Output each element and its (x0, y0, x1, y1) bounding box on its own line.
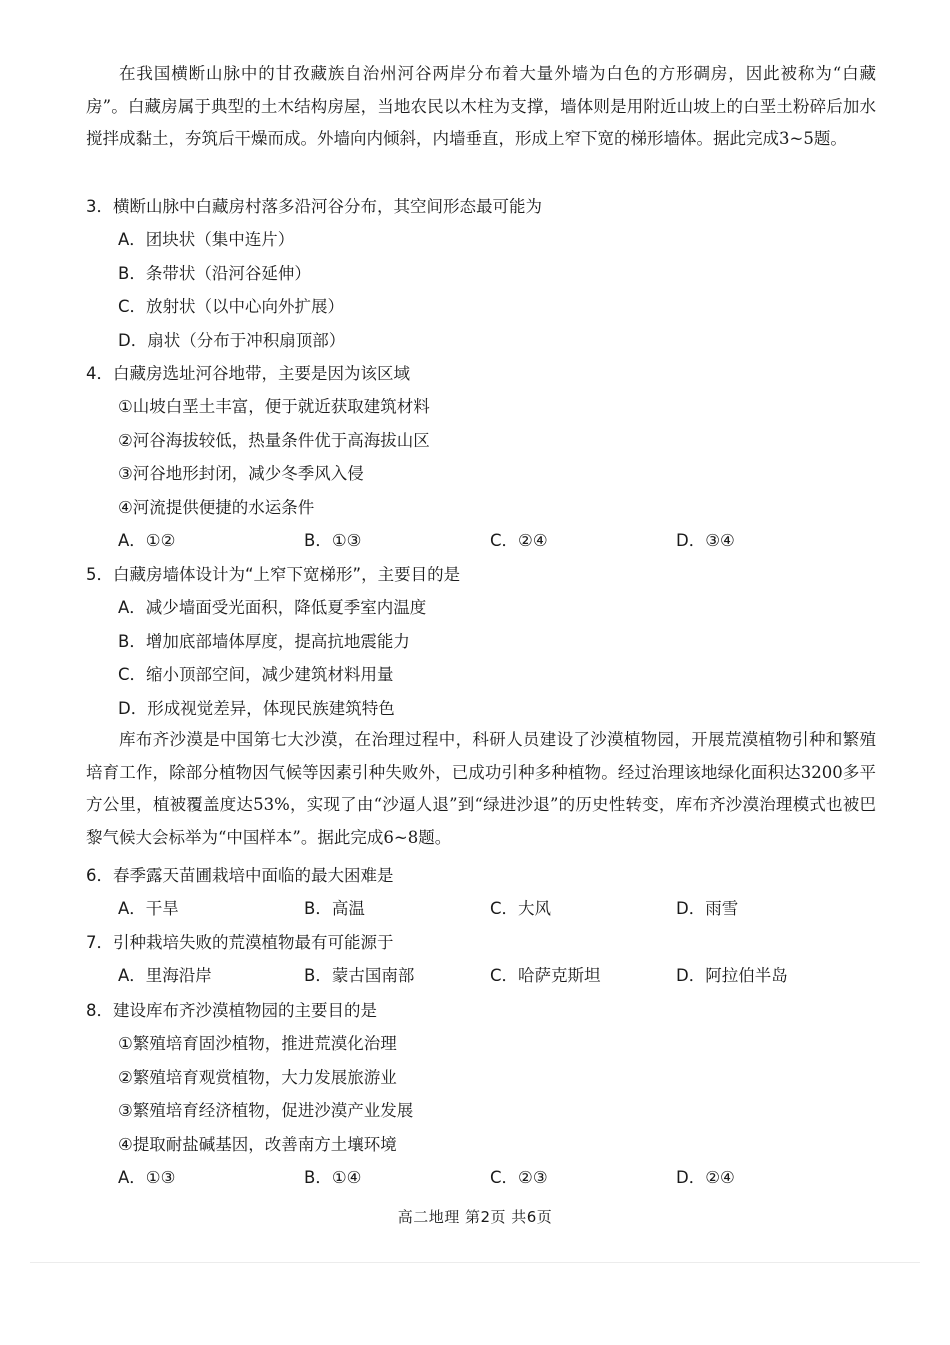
page-footer: 高二地理 第2页 共6页 (397, 1208, 553, 1226)
statement-2: ②繁殖培育观赏植物，大力发展旅游业 (118, 1067, 397, 1087)
question-stem: 8．建设库布齐沙漠植物园的主要目的是 (86, 1001, 377, 1020)
statement-4: ④河流提供便捷的水运条件 (118, 497, 315, 517)
option-c: C．缩小顶部空间，减少建筑材料用量 (118, 665, 394, 685)
option-d: D．雨雪 (676, 899, 739, 919)
option-b: B．增加底部墙体厚度，提高抗地震能力 (118, 631, 410, 651)
option-a: A．团块状（集中连片） (118, 230, 295, 250)
question-stem: 5．白藏房墙体设计为“上窄下宽梯形”，主要目的是 (86, 565, 461, 584)
option-c: C．②③ (490, 1167, 548, 1187)
question-stem: 4．白藏房选址河谷地带，主要是因为该区域 (86, 364, 410, 383)
statement-1: ①繁殖培育固沙植物，推进荒漠化治理 (118, 1034, 397, 1054)
option-d: D．形成视觉差异，体现民族建筑特色 (118, 698, 395, 718)
answer-options (86, 892, 886, 925)
option-a: A．①③ (118, 1167, 176, 1187)
question-6 (86, 859, 886, 926)
option-a: A．干旱 (118, 899, 179, 919)
passage-white-tibetan-houses (86, 58, 876, 156)
option-b: B．条带状（沿河谷延伸） (118, 263, 311, 283)
option-a: A．里海沿岸 (118, 966, 212, 986)
option-a: A．减少墙面受光面积，降低夏季室内温度 (118, 598, 427, 618)
question-4 (86, 357, 886, 557)
answer-options (86, 1161, 886, 1194)
passage-text: 库布齐沙漠是中国第七大沙漠，在治理过程中，科研人员建设了沙漠植物园，开展荒漠植物引种和繁殖培育工作，除部分植物因气候等因素引种失败外，已成功引种多种植物。经过治理该地绿化面积达3200多平方公里，植被覆盖度达53%，实现了由“沙逼人退”到“绿进沙退”的历史性转变，库布齐沙漠治理模式也被巴黎气候大会标举为“中国样本”。据此完成6~8题。 (86, 730, 876, 847)
option-c: C．哈萨克斯坦 (490, 966, 601, 986)
option-c: C．放射状（以中心向外扩展） (118, 297, 345, 317)
option-c: C．②④ (490, 530, 548, 550)
option-a: A．①② (118, 530, 176, 550)
statement-1: ①山坡白垩土丰富，便于就近获取建筑材料 (118, 397, 430, 417)
statement-4: ④提取耐盐碱基因，改善南方土壤环境 (118, 1134, 397, 1154)
question-7 (86, 926, 886, 993)
scan-edge-divider (30, 1262, 920, 1263)
answer-options (86, 524, 886, 557)
question-3 (86, 190, 886, 357)
passage-kubuqi-desert (86, 724, 876, 854)
answer-options (86, 959, 886, 992)
question-8 (86, 994, 886, 1194)
statement-3: ③繁殖培育经济植物，促进沙漠产业发展 (118, 1101, 414, 1121)
option-d: D．②④ (676, 1167, 735, 1187)
option-b: B．①④ (304, 1167, 362, 1187)
option-b: B．高温 (304, 899, 365, 919)
option-b: B．蒙古国南部 (304, 966, 415, 986)
question-stem: 7．引种栽培失败的荒漠植物最有可能源于 (86, 933, 394, 952)
statement-2: ②河谷海拔较低，热量条件优于高海拔山区 (118, 430, 430, 450)
question-5 (86, 558, 886, 725)
statement-3: ③河谷地形封闭，减少冬季风入侵 (118, 464, 364, 484)
option-d: D．扇状（分布于冲积扇顶部） (118, 330, 346, 350)
option-d: D．③④ (676, 530, 735, 550)
option-c: C．大风 (490, 899, 552, 919)
question-stem: 3．横断山脉中白藏房村落多沿河谷分布，其空间形态最可能为 (86, 197, 542, 216)
option-d: D．阿拉伯半岛 (676, 966, 788, 986)
passage-text: 在我国横断山脉中的甘孜藏族自治州河谷两岸分布着大量外墙为白色的方形碉房，因此被称为“白藏房”。白藏房属于典型的土木结构房屋，当地农民以木柱为支撑，墙体则是用附近山坡上的白垩土粉碎后加水搅拌成黏土，夯筑后干燥而成。外墙向内倾斜，内墙垂直，形成上窄下宽的梯形墙体。据此完成3~5题。 (86, 64, 876, 148)
option-b: B．①③ (304, 530, 362, 550)
question-stem: 6．春季露天苗圃栽培中面临的最大困难是 (86, 866, 394, 885)
